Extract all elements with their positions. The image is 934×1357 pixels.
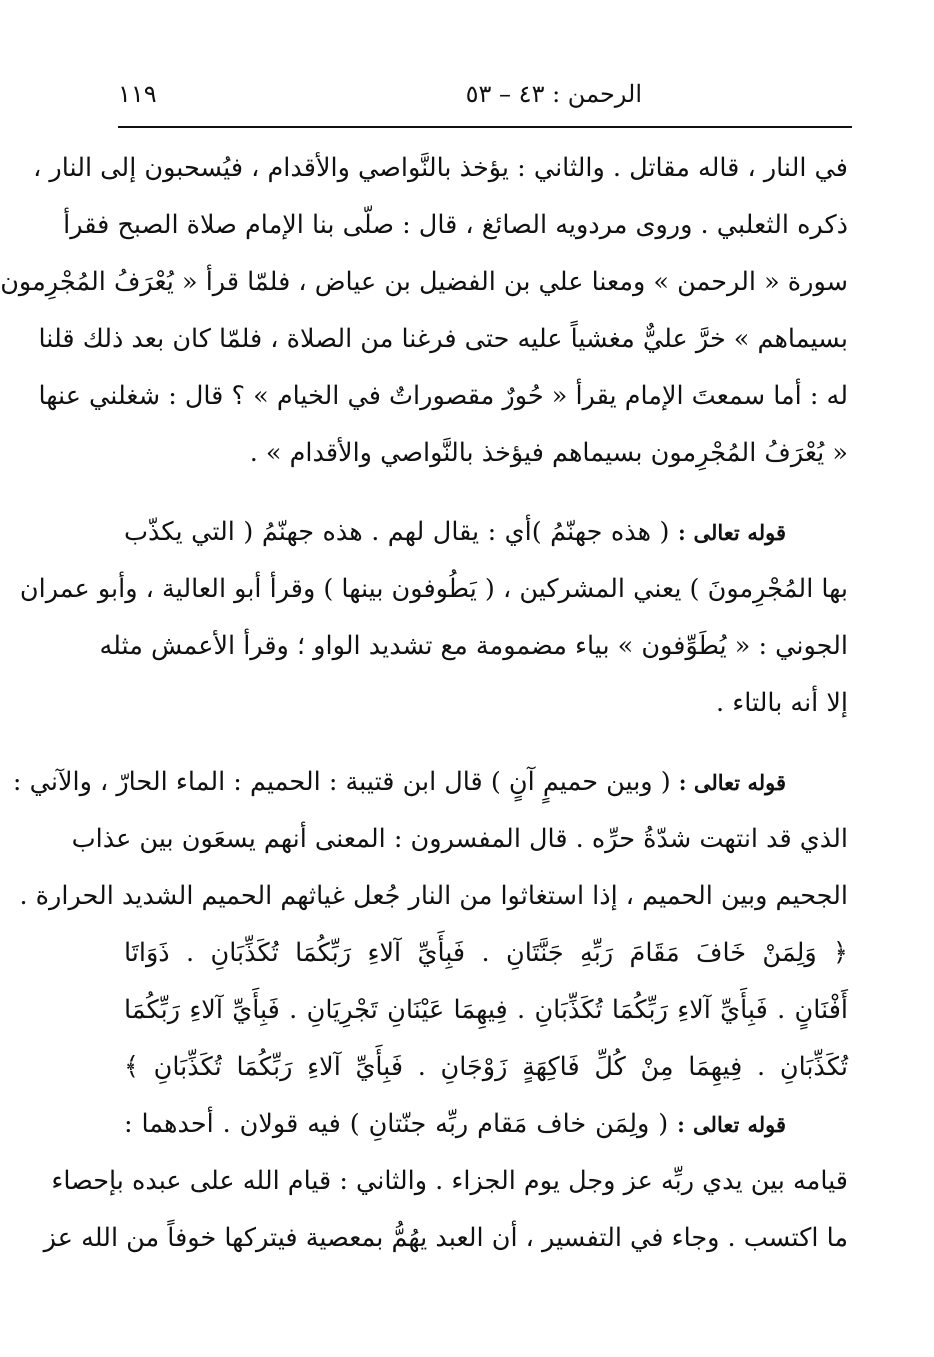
text-line: في النار ، قاله مقاتل . والثاني : يؤخذ بالنَّواصي والأقدام ، فيُسحبون إلى النار ، xyxy=(33,153,848,183)
text-line: ذكره الثعلبي . وروى مردويه الصائغ ، قال : صلّى بنا الإمام صلاة الصبح فقرأ xyxy=(63,210,848,240)
text-line xyxy=(124,1096,848,1153)
quran-verses xyxy=(124,925,848,1096)
page-header xyxy=(118,80,852,120)
text-line-content: ( ولِمَن خاف مَقام ربِّه جنّتانِ ) فيه قولان . أحدهما : xyxy=(124,1109,669,1139)
verse-line: تُكَذِّبَانِ . فِيهِمَا مِنْ كُلِّ فَاكِهَةٍ زَوْجَانِ . فَبِأَيِّ آلاءِ رَبِّكُمَا تُكَذِّبَانِ ﴾ xyxy=(124,1052,848,1082)
text-line: الذي قد انتهت شدّةُ حرِّه . قال المفسرون : المعنى أنهم يسعَون بين عذاب xyxy=(71,824,848,854)
paragraph-3 xyxy=(12,754,848,925)
running-title: الرحمن : ٤٣ – ٥٣ xyxy=(465,80,642,108)
paragraph-4 xyxy=(43,1096,848,1267)
lead-phrase: قوله تعالى : xyxy=(677,1112,786,1137)
text-line: الجوني : « يُطَوِّفون » بياء مضمومة مع تشديد الواو ؛ وقرأ الأعمش مثله xyxy=(99,631,848,661)
text-line: سورة « الرحمن » ومعنا علي بن الفضيل بن عياض ، فلمّا قرأ « يُعْرَفُ المُجْرِمون xyxy=(0,267,848,297)
text-line xyxy=(124,504,848,561)
paragraph-1 xyxy=(0,140,848,482)
lead-phrase: قوله تعالى : xyxy=(678,520,786,545)
text-line: ما اكتسب . وجاء في التفسير ، أن العبد يهُمُّ بمعصية فيتركها خوفاً من الله عز xyxy=(43,1223,848,1253)
text-line-content: ( وبين حميمٍ آنٍ ) قال ابن قتيبة : الحميم : الماء الحارّ ، والآني : xyxy=(12,767,671,797)
lead-phrase: قوله تعالى : xyxy=(678,770,786,795)
paragraph-2 xyxy=(19,504,848,732)
text-line: له : أما سمعتَ الإمام يقرأ « حُورٌ مقصوراتٌ في الخيام » ؟ قال : شغلني عنها xyxy=(38,381,848,411)
text-line: إلا أنه بالتاء . xyxy=(716,688,848,718)
text-line: الجحيم وبين الحميم ، إذا استغاثوا من النار جُعل غياثهم الحميم الشديد الحرارة . xyxy=(19,881,848,911)
text-line: « يُعْرَفُ المُجْرِمون بسيماهم فيؤخذ بالنَّواصي والأقدام » . xyxy=(249,438,848,468)
verse-line: أَفْنَانٍ . فَبِأَيِّ آلاءِ رَبِّكُمَا تُكَذِّبَانِ . فِيهِمَا عَيْنَانِ تَجْرِيَانِ . فَبِأَيِّ آلاءِ رَبِّكُمَا xyxy=(124,995,848,1025)
text-line: بها المُجْرِمونَ ) يعني المشركين ، ( يَطُوفون بينها ) وقرأ أبو العالية ، وأبو عمران xyxy=(19,574,848,604)
text-line-content: ( هذه جهنّمُ )أي : يقال لهم . هذه جهنّمُ ( التي يكذّب xyxy=(124,517,670,547)
text-line: قيامه بين يدي ربِّه عز وجل يوم الجزاء . والثاني : قيام الله على عبده بإحصاء xyxy=(51,1166,848,1196)
header-rule xyxy=(118,126,852,128)
verse-line: ﴿ وَلِمَنْ خَافَ مَقَامَ رَبِّهِ جَنَّتَانِ . فَبِأَيِّ آلاءِ رَبِّكُمَا تُكَذِّبَانِ . ذَوَاتَا xyxy=(124,938,848,968)
page-body xyxy=(0,140,848,1267)
text-line xyxy=(12,754,848,811)
page-number: ١١٩ xyxy=(118,80,157,108)
text-line: بسيماهم » خرَّ عليٌّ مغشياً عليه حتى فرغنا من الصلاة ، فلمّا كان بعد ذلك قلنا xyxy=(38,324,848,354)
